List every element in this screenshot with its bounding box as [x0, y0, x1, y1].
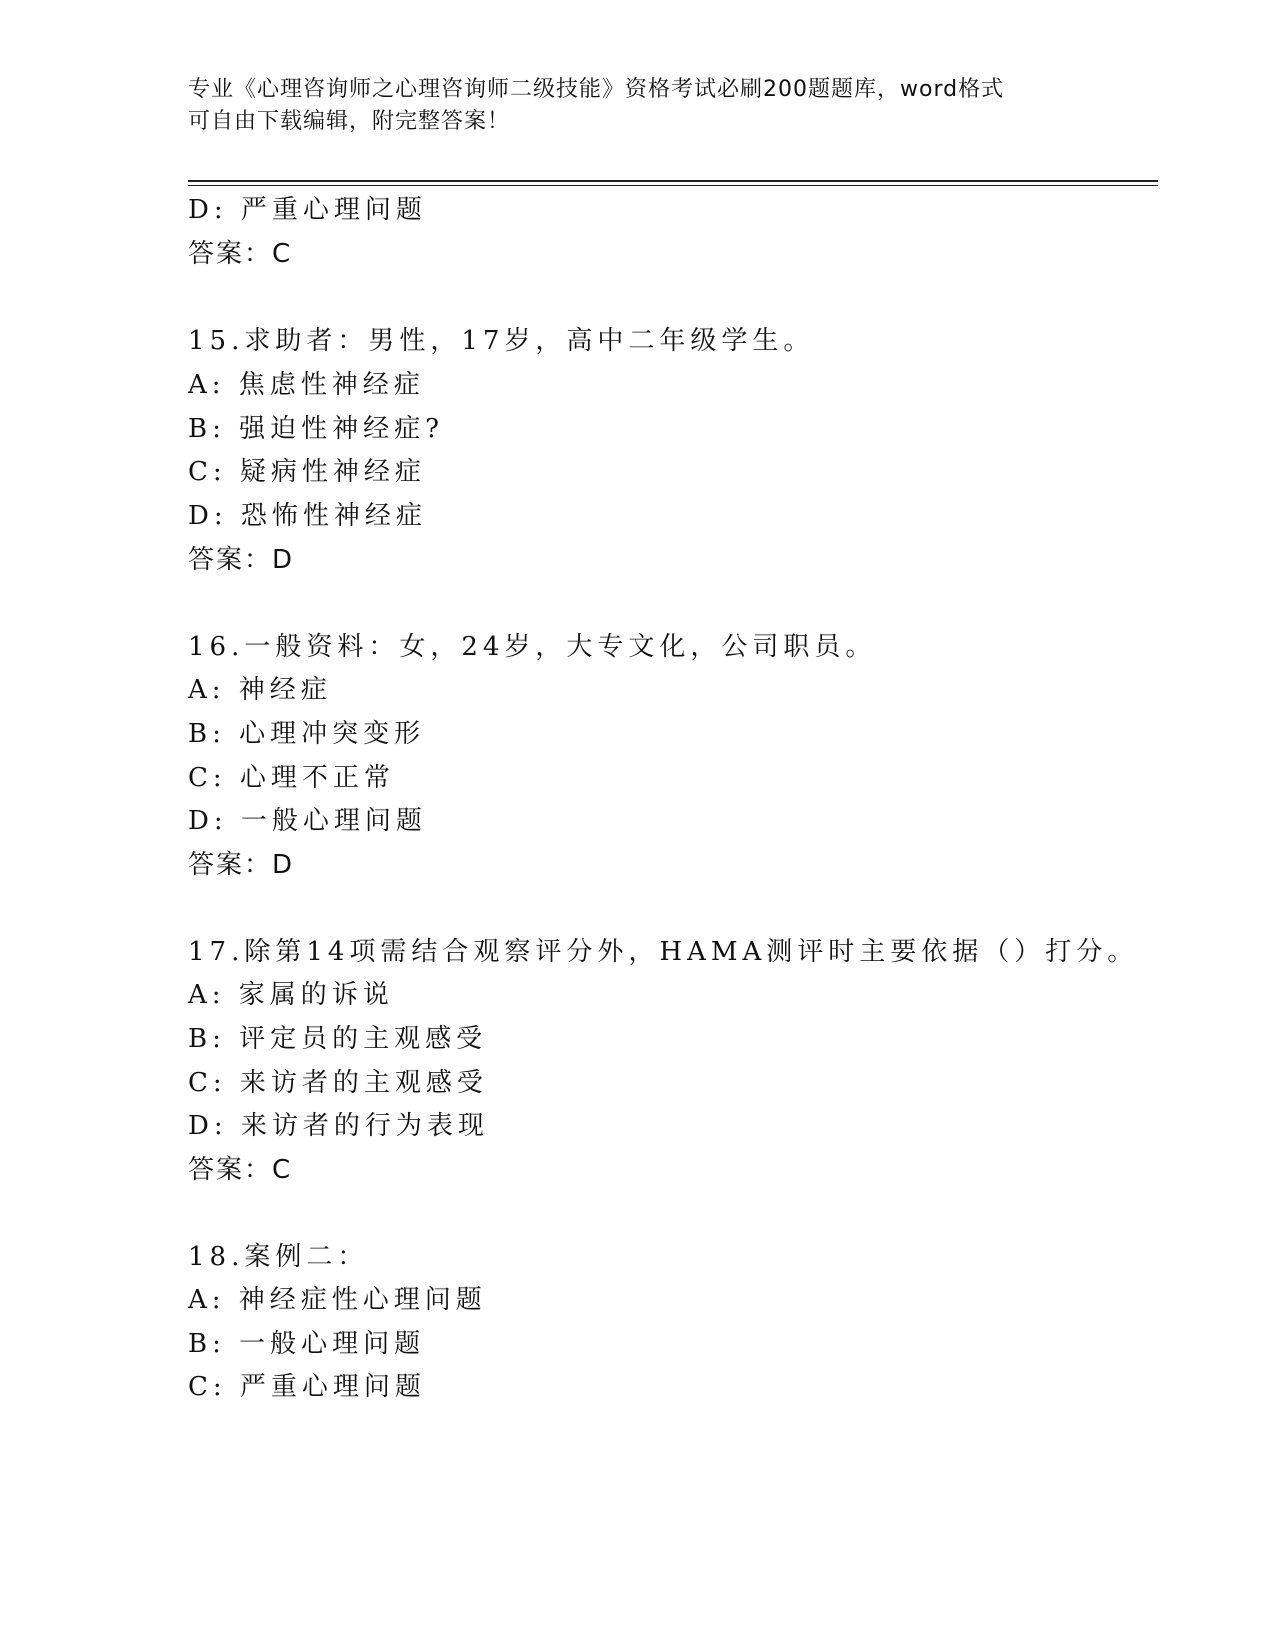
option-a: A: 焦虑性神经症: [188, 370, 425, 400]
option-d: D: 恐怖性神经症: [188, 501, 427, 531]
question-17-stem: 17.除第14项需结合观察评分外，HAMA测评时主要依据（）打分。: [188, 937, 1139, 967]
header-divider-thin: [188, 185, 1158, 186]
document-header: [188, 74, 1088, 138]
option-a: A: 家属的诉说: [188, 980, 394, 1010]
option-d: D: 来访者的行为表现: [188, 1111, 489, 1141]
header-line-1: 专业《心理咨询师之心理咨询师二级技能》资格考试必刷200题题库，word格式: [188, 77, 1005, 102]
option-c: C: 来访者的主观感受: [188, 1068, 488, 1098]
option-b: B: 心理冲突变形: [188, 719, 426, 749]
option-c: C: 严重心理问题: [188, 1372, 426, 1402]
answer-label: 答案：D: [188, 545, 295, 575]
option-b: B: 一般心理问题: [188, 1329, 426, 1359]
option-c: C: 疑病性神经症: [188, 457, 426, 487]
option-b: B: 评定员的主观感受: [188, 1024, 488, 1054]
question-18-stem: 18.案例二：: [188, 1242, 369, 1272]
option-a: A: 神经症性心理问题: [188, 1285, 487, 1315]
option-d: D: 一般心理问题: [188, 806, 427, 836]
header-line-2: 可自由下载编辑，附完整答案！: [188, 109, 511, 134]
answer-label: 答案：C: [188, 1155, 293, 1185]
option-a: A: 神经症: [188, 675, 332, 705]
option-d: D: 严重心理问题: [188, 195, 427, 225]
answer-label: 答案：D: [188, 850, 295, 880]
question-16-stem: 16.一般资料：女，24岁，大专文化，公司职员。: [188, 632, 877, 662]
option-b: B: 强迫性神经症?: [188, 414, 445, 444]
header-divider: [188, 180, 1158, 182]
question-15-stem: 15.求助者：男性，17岁，高中二年级学生。: [188, 326, 815, 356]
option-c: C: 心理不正常: [188, 763, 395, 793]
answer-label: 答案：C: [188, 239, 293, 269]
